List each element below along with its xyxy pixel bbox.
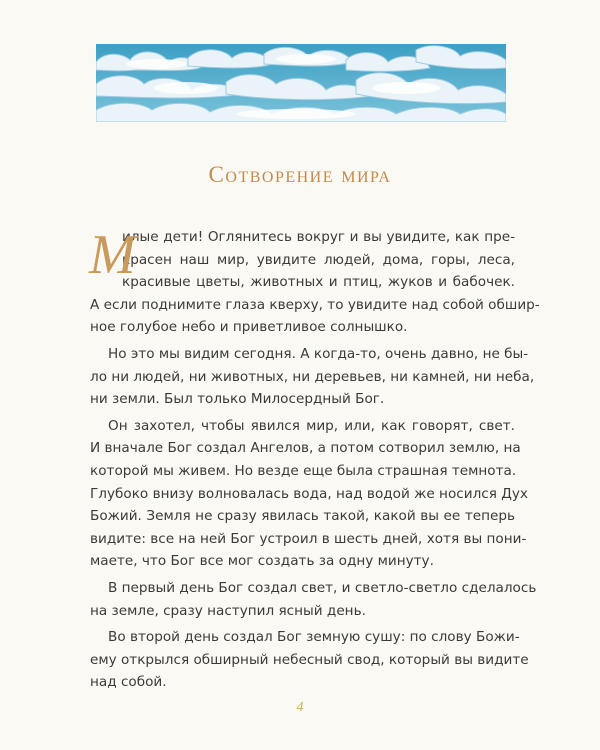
text-line: ное голубое небо и приветливое солнышко. [90,319,408,336]
text-line: Глубоко внизу волновалась вода, над водой же носился Дух [90,485,528,502]
cloud-sky-illustration [96,44,506,122]
text-line: маете, что Бог все мог создать за одну минуту. [90,553,434,570]
text-line: И вначале Бог создал Ангелов, а потом сотворил землю, на [90,440,521,457]
text-line: ло ни людей, ни животных, ни деревьев, ни камней, ни неба, [90,368,535,385]
text-line: которой мы живем. Но везде еще была страшная темнота. [90,462,517,479]
text-line: Он захотел, чтобы явился мир, или, как говорят, свет. [108,417,515,434]
paragraph-1 [90,226,540,339]
text-line: Но это мы видим сегодня. А когда-то, очень давно, не бы- [108,345,529,362]
paragraph-5 [90,626,529,694]
text-line: видите: все на ней Бог устроил в шесть дней, хотя вы пони- [90,530,527,547]
text-line: Божий. Земля не сразу явилась такой, какой вы ее теперь [90,508,515,525]
page-number: 4 [296,700,304,715]
text-line: на земле, сразу наступил ясный день. [90,602,366,619]
text-line: В первый день Бог создал свет, и светло-светло сделалось [108,579,537,596]
text-line: илые дети! Оглянитесь вокруг и вы увидите, как пре- [122,229,515,245]
paragraph-3 [90,415,528,573]
text-line: ни земли. Был только Милосердный Бог. [90,391,385,408]
text-line: А если поднимите глаза кверху, то увидите над собой обшир- [90,296,540,313]
paragraph-2 [90,343,535,411]
dropcap [89,224,136,292]
paragraph-4 [90,577,537,622]
text-line: над собой. [90,674,167,691]
text-line: Во второй день создал Бог земную сушу: по слову Божи- [108,629,520,646]
dropcap-letter: М [89,224,136,286]
chapter-title: Сотворение мира [208,162,392,187]
text-line: красивые цветы, животных и птиц, жуков и бабочек. [122,274,515,291]
body-text [89,224,540,694]
text-line: красен наш мир, увидите людей, дома, горы, леса, [122,251,515,268]
text-line: ему открылся обширный небесный свод, который вы видите [90,651,529,668]
